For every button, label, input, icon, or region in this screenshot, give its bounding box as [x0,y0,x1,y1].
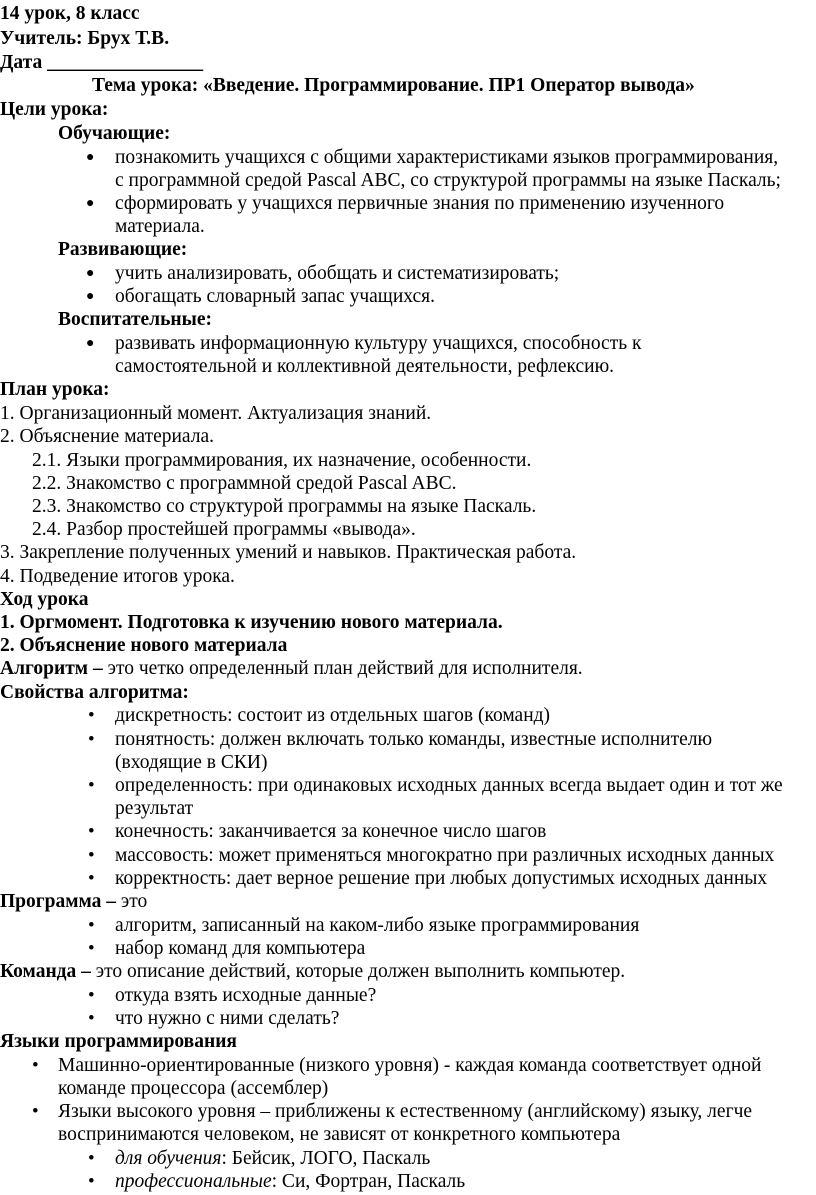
algorithm-props-heading: Свойства алгоритма: [0,682,189,703]
command-item-2: что нужно с ними сделать? [115,1008,340,1029]
algorithm-definition [0,657,583,680]
bullet-dot: ● [86,150,95,165]
plan-subitem: 2.1. Языки программирования, их назначение, особенности. [32,450,532,471]
teaching-goal-2-line-2: материала. [115,216,205,237]
lesson-topic: Тема урока: «Введение. Программирование. ПР1 Оператор вывода» [92,75,695,96]
language-sub-1-rest: : Бейсик, ЛОГО, Паскаль [221,1148,431,1169]
plan-item: 3. Закрепление полученных умений и навыков. Практическая работа. [0,542,577,563]
program-item-1: алгоритм, записанный на каком-либо языке программирования [115,915,640,936]
bullet-dot: • [88,1148,95,1169]
algorithm-definition-text: это четко определенный план действий для исполнителя. [102,658,583,679]
bullet-dot: ● [86,336,95,351]
language-item-2-line-1: Языки высокого уровня – приближены к естественному (английскому) языку, легче [58,1101,753,1122]
algorithm-prop-4: конечность: заканчивается за конечное число шагов [115,821,547,842]
algorithm-prop-2-line-2: (входящие в СКИ) [115,752,268,773]
course-step-1: 1. Оргмомент. Подготовка к изучению нового материала. [0,612,503,633]
bullet-dot: • [88,938,95,959]
developing-goals-heading: Развивающие: [58,239,188,260]
developing-goal-2: обогащать словарный запас учащихся. [115,286,435,307]
educational-goals-heading: Воспитательные: [58,309,213,330]
language-sub-2-rest: : Си, Фортран, Паскаль [271,1171,466,1192]
algorithm-prop-3-line-2: результат [115,798,194,819]
course-heading: Ход урока [0,589,89,610]
bullet-dot: • [88,1008,95,1029]
developing-goal-1: учить анализировать, обобщать и систематизировать; [115,263,560,284]
plan-subitem: 2.2. Знакомство с программной средой Pascal ABC. [32,473,457,494]
algorithm-prop-5: массовость: может применяться многократно при различных исходных данных [115,845,775,866]
plan-item: 1. Организационный момент. Актуализация знаний. [0,403,432,424]
command-term: Команда – [0,961,91,982]
educational-goal-1-line-2: самостоятельной и коллективной деятельности, рефлексию. [115,356,615,377]
bullet-dot: ● [86,196,95,211]
language-sub-2 [115,1170,465,1193]
bullet-dot: • [88,985,95,1006]
program-term: Программа – [0,891,117,912]
languages-heading: Языки программирования [0,1031,237,1052]
plan-heading: План урока: [0,379,110,400]
educational-goal-1-line-1: развивать информационную культуру учащихся, способность к [115,333,642,354]
teaching-goal-2-line-1: сформировать у учащихся первичные знания по применению изученного [115,193,725,214]
teaching-goals-heading: Обучающие: [58,123,171,144]
program-definition-text: это [116,891,148,912]
algorithm-term: Алгоритм – [0,658,103,679]
teacher-name: Учитель: Брух Т.В. [0,28,170,49]
lesson-number: 14 урок, 8 класс [0,3,140,24]
bullet-dot: ● [86,289,95,304]
bullet-dot: • [88,775,95,796]
plan-subitem: 2.4. Разбор простейшей программы «вывода». [32,519,416,540]
language-sub-1-label: для обучения [115,1148,222,1169]
teaching-goal-1-line-1: познакомить учащихся с общими характеристиками языков программирования, [115,147,779,168]
program-definition [0,890,147,913]
command-item-1: откуда взять исходные данные? [115,985,377,1006]
teaching-goal-1-line-2: с программной средой Pascal ABC, со структурой программы на языке Паскаль; [115,170,781,191]
bullet-dot: • [88,729,95,750]
language-sub-2-label: профессиональные [115,1171,272,1192]
command-definition [0,960,625,983]
date-field: Дата ________________ [0,52,204,73]
bullet-dot: ● [86,266,95,281]
language-sub-1 [115,1147,430,1170]
bullet-dot: • [88,868,95,889]
command-definition-text: это описание действий, которые должен выполнить компьютер. [90,961,626,982]
plan-item: 2. Объяснение материала. [0,426,215,447]
algorithm-prop-1: дискретность: состоит из отдельных шагов (команд) [115,705,551,726]
bullet-dot: • [88,705,95,726]
plan-item: 4. Подведение итогов урока. [0,566,235,587]
language-item-2-line-2: воспринимаются человеком, не зависят от конкретного компьютера [58,1124,621,1145]
plan-subitem: 2.3. Знакомство со структурой программы на языке Паскаль. [32,496,537,517]
algorithm-prop-6: корректность: дает верное решение при любых допустимых исходных данных [115,868,768,889]
algorithm-prop-3-line-1: определенность: при одинаковых исходных данных всегда выдает один и тот же [115,775,783,796]
course-step-2: 2. Объяснение нового материала [0,635,288,656]
bullet-dot: • [88,821,95,842]
goals-heading: Цели урока: [0,99,109,120]
language-item-1-line-1: Машинно-ориентированные (низкого уровня) - каждая команда соответствует одной [58,1055,762,1076]
program-item-2: набор команд для компьютера [115,938,366,959]
bullet-dot: • [88,1171,95,1192]
bullet-dot: • [32,1101,39,1122]
language-item-1-line-2: команде процессора (ассемблер) [58,1078,329,1099]
bullet-dot: • [88,845,95,866]
bullet-dot: • [32,1055,39,1076]
bullet-dot: • [88,915,95,936]
algorithm-prop-2-line-1: понятность: должен включать только команды, известные исполнителю [115,729,713,750]
